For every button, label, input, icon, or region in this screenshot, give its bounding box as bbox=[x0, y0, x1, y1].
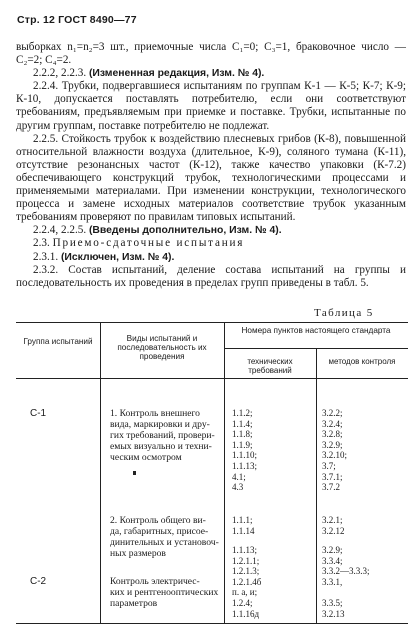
tech-number: 4.1; bbox=[232, 471, 246, 482]
row-tech-numbers bbox=[232, 408, 257, 493]
section-heading-2-3 bbox=[16, 237, 406, 250]
paragraph-2-2-5: 2.2.5. Стойкость трубок к воздействию плесневых грибов (К-8), повышенной относительной влажности воздуха (длительное, К-9), соляного тумана (К-11), отсутствие резонансных частот (К-12), также качество упаковки (К-7.2) обеспечивающего конструкций трубок, технологическими процессами и применяемыми материалами. При изменении конструкции, технологического процесса и замене исходных материалов соответствие трубок указанным требованиям проверяют по правилам типовых испытаний. bbox=[16, 132, 406, 224]
body-text bbox=[16, 41, 406, 290]
method-number: 3.2.4; bbox=[322, 418, 343, 429]
method-number: 3.3.1, bbox=[322, 576, 343, 587]
paragraph-2-3-2: 2.3.2. Состав испытаний, деление состава испытаний на группы и последовательность их проведения в пределах групп приведены в табл. 5. bbox=[16, 263, 406, 289]
kind-line: 1. Контроль внешнего bbox=[110, 408, 200, 419]
kind-line: вида, маркировки и дру- bbox=[110, 419, 210, 430]
paragraph-2-2-4: 2.2.4. Трубки, подвергавшиеся испытаниям по группам К-1 — К-5; К-7; К-9; К-10, допускается поставлять потребителю, если они соответствуют требованиям, предъявляемым при приемке и поставке. Трубки, испытанные по другим группам, поставке потребителю не подлежат. bbox=[16, 80, 406, 132]
kind-line: 2. Контроль общего ви- bbox=[110, 515, 206, 526]
method-number: 3.2.1; bbox=[322, 515, 343, 525]
tech-number: 1.2.1.4б bbox=[232, 576, 262, 587]
method-number: 3.2.2; bbox=[322, 408, 343, 418]
tech-number: п. а, и; bbox=[232, 587, 258, 598]
table-divider bbox=[100, 323, 101, 623]
kind-line: ческим осмотром bbox=[110, 452, 182, 463]
kind-line: динительных и установоч- bbox=[110, 537, 219, 548]
row-kind bbox=[110, 576, 218, 609]
method-number: 3.2.9; bbox=[322, 545, 343, 555]
header-kinds: Виды испытаний и последовательность их проведения bbox=[117, 334, 207, 362]
tech-number: 1.1.16д bbox=[232, 608, 260, 619]
tech-number: 1.2.1.3; bbox=[232, 566, 260, 577]
tech-number: 4.3 bbox=[232, 482, 244, 493]
method-number: 3.2.13 bbox=[322, 608, 345, 619]
clause-number: 2.3.1. bbox=[33, 250, 59, 263]
method-number: 3.2.12 bbox=[322, 525, 345, 536]
tech-number: 1.1.1; bbox=[232, 515, 253, 525]
amendment-note: (Исключен, Изм. № 4). bbox=[60, 251, 175, 263]
tech-number: 1.1.2; bbox=[232, 408, 253, 418]
tech-number: 1.1.10; bbox=[232, 450, 258, 461]
kind-line: ких и рентгенооптических bbox=[110, 587, 219, 598]
kind-line: Контроль электричес- bbox=[110, 576, 200, 587]
row-method-numbers bbox=[322, 515, 345, 536]
header-methods: методов контроля bbox=[328, 357, 396, 366]
clause-number: 2.2.4, 2.2.5. bbox=[33, 224, 87, 237]
amendment-note: (Введены дополнительно, Изм. № 4). bbox=[88, 225, 282, 237]
table-divider bbox=[316, 348, 317, 623]
table-title: Таблица 5 bbox=[314, 307, 374, 319]
row-group: С-2 bbox=[30, 576, 47, 587]
method-number: 3.7.2 bbox=[322, 482, 340, 493]
header-tech: технических требований bbox=[247, 357, 293, 375]
clause-number: 2.3. bbox=[33, 237, 50, 250]
method-number: 3.2.9; bbox=[322, 439, 343, 450]
row-tech-numbers bbox=[232, 545, 261, 619]
tech-number: 1.1.13; bbox=[232, 545, 258, 555]
tech-number: 1.1.13; bbox=[232, 460, 258, 471]
tech-number: 1.2.4; bbox=[232, 597, 253, 608]
paragraph-2-3-1 bbox=[16, 251, 406, 264]
kind-line: емых визуально и техни- bbox=[110, 441, 212, 452]
tech-number: 1.2.1.1; bbox=[232, 555, 260, 566]
method-number: 3.2.10; bbox=[322, 450, 348, 461]
test-table bbox=[16, 322, 408, 624]
table-divider bbox=[16, 378, 408, 379]
kind-line: параметров bbox=[110, 598, 158, 609]
method-number: 3.2.8; bbox=[322, 429, 343, 440]
header-numbers: Номера пунктов настоящего стандарта bbox=[241, 326, 391, 335]
kind-line: гих требований, провери- bbox=[110, 430, 215, 441]
paragraph-2-2-4-5 bbox=[16, 224, 406, 237]
method-number: 3.7.1; bbox=[322, 471, 343, 482]
amendment-note: (Измененная редакция, Изм. № 4). bbox=[88, 68, 265, 80]
row-kind bbox=[110, 515, 219, 559]
row-group: С-1 bbox=[30, 408, 47, 419]
tech-number: 1.1.14 bbox=[232, 525, 255, 536]
method-number: 3.7; bbox=[322, 460, 336, 471]
clause-number: 2.2.2, 2.2.3. bbox=[33, 67, 87, 80]
row-tech-numbers bbox=[232, 515, 255, 536]
kind-line: ных размеров bbox=[110, 548, 166, 559]
row-kind bbox=[110, 408, 215, 463]
kind-line: да, габаритных, присое- bbox=[110, 526, 209, 537]
header-group: Группа испытаний bbox=[23, 337, 93, 346]
row-method-numbers bbox=[322, 408, 347, 493]
paragraph-2-2-2 bbox=[16, 67, 406, 80]
tech-number: 1.1.9; bbox=[232, 439, 253, 450]
method-number bbox=[322, 587, 370, 598]
paragraph-continuation: выборках n₁=n₂=3 шт., приемочные числа C₁=0; C₃=1, браковочное число — C₂=2; C₄=2. bbox=[16, 41, 406, 67]
table-divider bbox=[224, 348, 408, 349]
table-divider bbox=[224, 323, 225, 623]
method-number: 3.3.4; bbox=[322, 555, 343, 566]
method-number: 3.3.2—3.3.3; bbox=[322, 566, 370, 577]
tech-number: 1.1.4; bbox=[232, 418, 253, 429]
section-title: Приемо-сдаточные испытания bbox=[52, 237, 245, 250]
page-header: Стр. 12 ГОСТ 8490—77 bbox=[17, 14, 137, 26]
method-number: 3.3.5; bbox=[322, 597, 343, 608]
tech-number: 1.1.8; bbox=[232, 429, 253, 440]
scan-speck bbox=[133, 471, 136, 475]
row-method-numbers bbox=[322, 545, 370, 619]
